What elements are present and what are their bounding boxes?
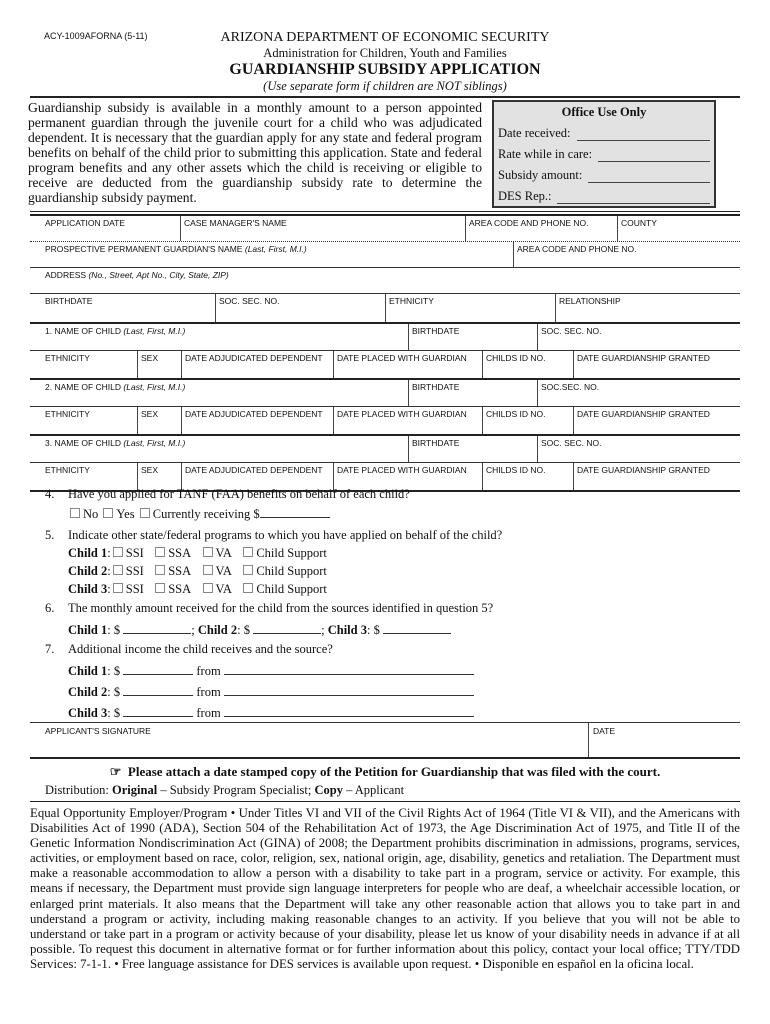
child-label: Child 2 [68,685,108,699]
label: ETHNICITY [45,353,90,363]
child1-birthdate-field[interactable] [408,324,537,350]
office-title: Office Use Only [561,105,647,119]
label: ETHNICITY [45,465,90,475]
child2-source-field[interactable] [224,684,474,696]
q-text: Have you applied for TANF (FAA) benefits on behalf of each child? [68,487,410,501]
q7-child-2: Child 2: $ from [68,684,474,700]
child2-placed-field[interactable] [333,407,482,434]
child2-name-field[interactable] [30,380,408,406]
question-4 [45,487,410,502]
va-checkbox[interactable] [203,547,213,557]
hint: (Last, First, M.I.) [244,244,307,254]
child1-amount-field[interactable] [123,622,191,634]
no-checkbox[interactable] [70,508,80,518]
child3-name-field[interactable] [30,436,408,462]
child1-adjudicated-field[interactable] [181,351,333,378]
office-field-label: Subsidy amount: [498,168,583,182]
office-use-box [492,100,716,208]
from-label: from [196,664,221,678]
label: CHILDS ID NO. [486,465,546,475]
q-text: Indicate other state/federal programs to which you have applied on behalf of the child? [68,528,503,542]
label: SOC. SEC. NO. [219,296,280,306]
guardian-ethnicity-field[interactable] [385,294,555,322]
ssi-checkbox[interactable] [113,583,123,593]
q5-child-2: Child 2: SSI SSA VA Child Support [68,564,327,578]
q7-child-3: Child 3: $ from [68,705,474,721]
option-label: SSI [125,582,144,596]
label: ETHNICITY [389,296,434,306]
child3-id-field[interactable] [482,463,573,490]
label: PROSPECTIVE PERMANENT GUARDIAN'S NAME [45,244,243,254]
subsidy-amount-field[interactable] [588,182,710,183]
eeo-statement: Equal Opportunity Employer/Program • Under Titles VI and VII of the Civil Rights Act of 1964 (Title VI & VII), and the Americans with Disabilities Act of 1990 (ADA), Section 504 of the Rehabilitation Act of 1973, the Age Discrimination Act of 1975, and Title II of the Genetic Information Nondiscrimination Act (GINA) of 2008; the Department prohibits discrimination in admissions, programs, services, activities, or employment based on race, color, religion, sex, national origin, age, disability, genetics and retaliation. The Department must make a reasonable accommodation to allow a person with a disability to take part in a program, service or activity. For example, this means if necessary, the Department must provide sign language interpreters for people who are deaf, a wheelchair accessible location, or enlarged print materials. It also means that the Department will take any other reasonable action that allows you to take part in and understand a program or activity, including making reasonable changes to an activity. If you believe that you will not be able to understand or take part in a program or activity because of your disability, please let us know of your disability needs in advance if at all possible. To request this document in alternative format or for further information about this policy, contact your local office; TTY/TDD Services: 7-1-1. • Free language assistance for DES services is available upon request. • Disponible en español en la oficina local. [30,806,740,971]
label: DATE PLACED WITH GUARDIAN [337,409,467,419]
label: CHILDS ID NO. [486,409,546,419]
q-text: Additional income the child receives and the source? [68,642,333,656]
label: SOC. SEC. NO. [541,326,602,336]
option-label: Currently receiving $ [152,507,260,521]
child2-amount-field[interactable] [253,622,321,634]
option-label: Child Support [256,582,327,596]
copy-label: Copy [314,783,343,797]
child3-amount-field[interactable] [383,622,451,634]
divider [30,211,740,212]
label: AREA CODE AND PHONE NO. [517,244,637,254]
child3-placed-field[interactable] [333,463,482,490]
rate-field[interactable] [598,161,710,162]
address-field[interactable] [30,268,740,293]
child-support-checkbox[interactable] [243,565,253,575]
ssa-checkbox[interactable] [155,547,165,557]
child2-income-field[interactable] [123,684,193,696]
child-label: Child 3 [327,623,367,637]
attach-notice [0,764,770,780]
des-rep-field[interactable] [557,203,710,204]
page-title: GUARDIANSHIP SUBSIDY APPLICATION [229,61,541,78]
label: APPLICANT'S SIGNATURE [45,726,151,736]
pointing-hand-icon: ☞ [109,764,122,779]
page-subtitle: (Use separate form if children are NOT siblings) [263,79,507,93]
office-field-label: Rate while in care: [498,147,593,161]
label: SEX [141,353,159,363]
q4-options [68,506,330,522]
label: SEX [141,465,159,475]
child1-sex-field[interactable] [137,351,181,378]
child1-granted-field[interactable] [573,351,740,378]
child1-source-field[interactable] [224,663,474,675]
label: APPLICATION DATE [45,218,125,228]
q6-amounts: Child 1: $ ; Child 2: $ ; Child 3: $ [68,622,451,638]
ssa-checkbox[interactable] [155,583,165,593]
county-field[interactable] [617,216,740,241]
va-checkbox[interactable] [203,583,213,593]
option-label: Yes [116,507,135,521]
child1-ssn-field[interactable] [537,324,740,350]
hint: (Last, First, M.I.) [123,438,186,448]
applicant-table [30,214,740,492]
guardian-birthdate-field[interactable] [30,294,215,322]
child-label: Child 2 [197,623,238,637]
child2-ethnicity-field[interactable] [30,407,137,434]
child3-adjudicated-field[interactable] [181,463,333,490]
label: 1. NAME OF CHILD [45,326,122,336]
child1-income-field[interactable] [123,663,193,675]
child3-ssn-field[interactable] [537,436,740,462]
q-number: 7. [45,642,55,656]
agency-name: ARIZONA DEPARTMENT OF ECONOMIC SECURITY [220,30,550,45]
label: DATE GUARDIANSHIP GRANTED [577,409,710,419]
child-support-checkbox[interactable] [243,583,253,593]
child-label: Child 1 [68,623,108,637]
question-5 [45,528,502,543]
yes-checkbox[interactable] [103,508,113,518]
label: CASE MANAGER'S NAME [184,218,287,228]
option-label: SSA [168,546,192,560]
option-label: VA [215,546,232,560]
q-number: 6. [45,601,55,615]
question-7 [45,642,333,657]
label: DATE [593,726,616,736]
q-number: 4. [45,487,55,501]
label: DATE PLACED WITH GUARDIAN [337,465,467,475]
option-label: SSI [125,546,144,560]
label: BIRTHDATE [412,438,460,448]
label: BIRTHDATE [412,382,460,392]
child2-adjudicated-field[interactable] [181,407,333,434]
q5-child-1: Child 1: SSI SSA VA Child Support [68,546,327,560]
distribution [45,783,404,798]
attach-text: Please attach a date stamped copy of the Petition for Guardianship that was filed with the court. [127,764,661,779]
option-label: VA [215,564,232,578]
option-label: SSA [168,564,192,578]
guardian-phone-field[interactable] [513,242,740,267]
label: DATE GUARDIANSHIP GRANTED [577,465,710,475]
intro-text: Guardianship subsidy is available in a monthly amount to a person appointed permanent guardian through the juvenile court for a child who was adjudicated dependent. It is necessary that the guardian apply for any state and federal program benefits on behalf of the child prior to submitting this application. State and federal program benefits and any other assets which the child is receiving or eligible to receive are deducted from the guardianship subsidy rate to determine the guardianship subsidy payment. [28,100,482,205]
q7-child-1: Child 1: $ from [68,663,474,679]
from-label: from [196,706,221,720]
guardian-ssn-field[interactable] [215,294,385,322]
form-code: ACY-1009AFORNA (5-11) [44,31,148,41]
label: DATE ADJUDICATED DEPENDENT [185,409,323,419]
label: 3. NAME OF CHILD [45,438,122,448]
child2-granted-field[interactable] [573,407,740,434]
child3-birthdate-field[interactable] [408,436,537,462]
label: RELATIONSHIP [559,296,621,306]
label: COUNTY [621,218,657,228]
label: DATE PLACED WITH GUARDIAN [337,353,467,363]
copy-recipient: – Applicant [342,783,405,797]
option-label: Child Support [256,546,327,560]
child1-id-field[interactable] [482,351,573,378]
label: Distribution: [45,783,113,797]
child3-income-field[interactable] [123,705,193,717]
signature-date-field[interactable] [588,723,738,757]
label: DATE GUARDIANSHIP GRANTED [577,353,710,363]
label: SOC. SEC. NO. [541,438,602,448]
label: SOC.SEC. NO. [541,382,600,392]
application-date-field[interactable] [30,216,180,241]
office-field-label: Date received: [498,126,571,140]
label: BIRTHDATE [412,326,460,336]
child-label: Child 1 [68,664,108,678]
question-6 [45,601,493,616]
label: ETHNICITY [45,409,90,419]
child3-sex-field[interactable] [137,463,181,490]
guardian-name-field[interactable] [30,242,513,267]
label: ADDRESS [45,270,87,280]
hint: (Last, First, M.I.) [123,382,186,392]
child2-birthdate-field[interactable] [408,380,537,406]
case-manager-field[interactable] [180,216,465,241]
child2-id-field[interactable] [482,407,573,434]
label: 2. NAME OF CHILD [45,382,122,392]
ssa-checkbox[interactable] [155,565,165,575]
phone-field[interactable] [465,216,617,241]
division-name: Administration for Children, Youth and Families [263,46,507,60]
child1-placed-field[interactable] [333,351,482,378]
option-label: SSI [125,564,144,578]
label: DATE ADJUDICATED DEPENDENT [185,465,323,475]
child-label: Child 2 [68,564,108,578]
q-number: 5. [45,528,55,542]
q-text: The monthly amount received for the child from the sources identified in question 5? [68,601,494,615]
original-label: Original [112,783,158,797]
child-support-checkbox[interactable] [243,547,253,557]
hint: (No., Street, Apt No., City, State, ZIP) [88,270,229,280]
child3-ethnicity-field[interactable] [30,463,137,490]
child1-name-field[interactable] [30,324,408,350]
label: AREA CODE AND PHONE NO. [469,218,589,228]
office-field-label: DES Rep.: [498,189,552,203]
child3-source-field[interactable] [224,705,474,717]
original-recipient: – Subsidy Program Specialist; [157,783,315,797]
child3-granted-field[interactable] [573,463,740,490]
from-label: from [196,685,221,699]
hint: (Last, First, M.I.) [123,326,186,336]
receiving-checkbox[interactable] [140,508,150,518]
q5-child-3: Child 3: SSI SSA VA Child Support [68,582,327,596]
label: BIRTHDATE [45,296,93,306]
option-label: VA [215,582,232,596]
signature-field[interactable] [45,726,585,756]
date-received-field[interactable] [577,140,710,141]
va-checkbox[interactable] [203,565,213,575]
child-label: Child 3 [68,582,108,596]
option-label: SSA [168,582,192,596]
option-label: Child Support [256,564,327,578]
option-label: No [83,507,99,521]
receiving-amount-field[interactable] [260,506,330,518]
divider [30,801,740,802]
child2-sex-field[interactable] [137,407,181,434]
child2-ssn-field[interactable] [537,380,740,406]
label: CHILDS ID NO. [486,353,546,363]
child-label: Child 1 [68,546,108,560]
label: DATE ADJUDICATED DEPENDENT [185,353,323,363]
label: SEX [141,409,159,419]
divider [30,96,740,98]
ssi-checkbox[interactable] [113,565,123,575]
relationship-field[interactable] [555,294,740,322]
child-label: Child 3 [68,706,108,720]
ssi-checkbox[interactable] [113,547,123,557]
signature-row [30,722,740,759]
child1-ethnicity-field[interactable] [30,351,137,378]
